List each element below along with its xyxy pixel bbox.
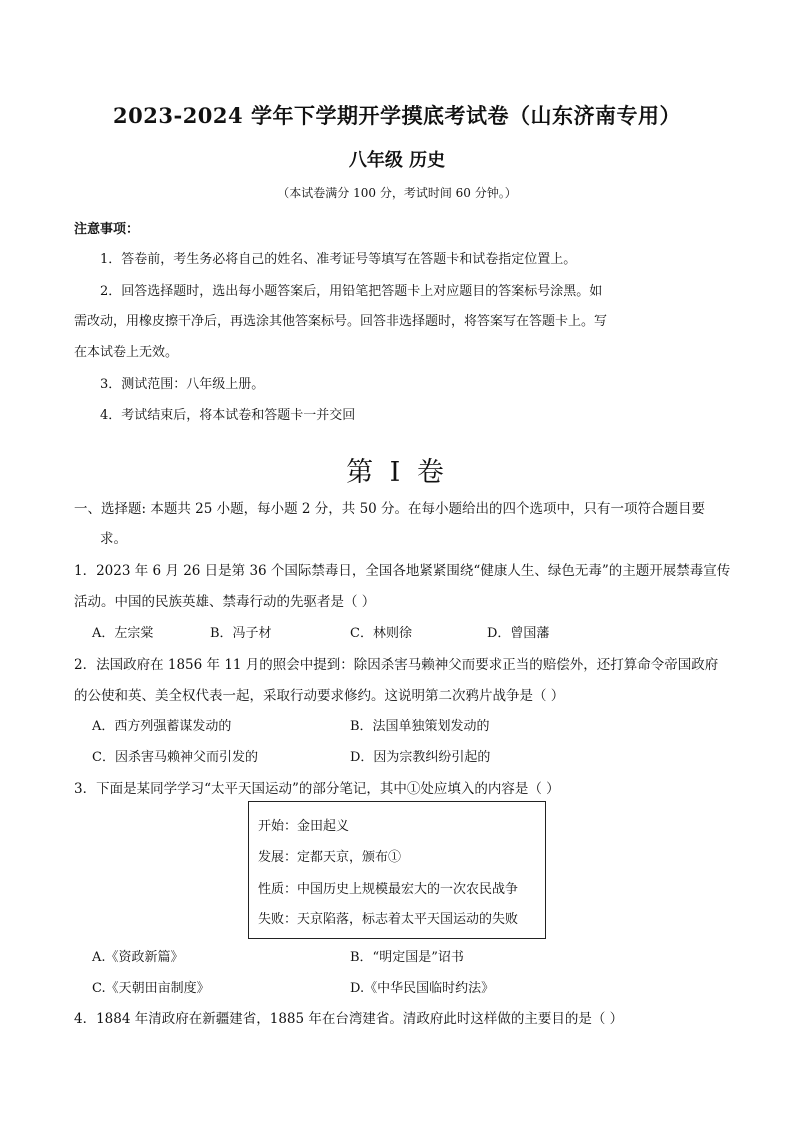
question-1-line-2: 活动。中国的民族英雄、禁毒行动的先驱者是（ ） <box>74 594 376 610</box>
notes-line-nature: 性质：中国历史上规模最宏大的一次农民战争 <box>258 882 519 897</box>
notes-line-failure: 失败：天京陷落，标志着太平天国运动的失败 <box>258 912 519 927</box>
question-3-option-a: A.《资政新篇》 <box>92 950 184 965</box>
question-3-option-c: C.《天朝田亩制度》 <box>92 981 210 996</box>
question-4-line-1: 4．1884 年清政府在新疆建省，1885 年在台湾建省。清政府此时这样做的主要目的是（ ） <box>74 1011 624 1027</box>
question-2-line-2: 的公使和英、美全权代表一起，采取行动要求修约。这说明第二次鸦片战争是（ ） <box>74 688 565 704</box>
page-title: 2023-2024 学年下学期开学摸底考试卷（山东济南专用） <box>113 103 681 128</box>
question-3-line-1: 3．下面是某同学学习“太平天国运动”的部分笔记，其中①处应填入的内容是（ ） <box>74 781 560 797</box>
exam-note: （本试卷满分 100 分，考试时间 60 分钟。） <box>277 186 517 200</box>
instruction-item-3: 3．测试范围：八年级上册。 <box>100 377 265 392</box>
question-2-option-a: A．西方列强蓄谋发动的 <box>92 719 232 734</box>
instruction-item-2-line-2: 需改动，用橡皮擦干净后，再选涂其他答案标号。回答非选择题时，将答案写在答题卡上。写 <box>74 314 608 329</box>
study-notes-box <box>248 801 546 939</box>
instruction-item-1: 1．答卷前，考生务必将自己的姓名、准考证号等填写在答题卡和试卷指定位置上。 <box>100 252 577 267</box>
instruction-item-2-line-3: 在本试卷上无效。 <box>74 345 179 360</box>
section-intro-line-2: 求。 <box>100 531 127 547</box>
question-1-option-d: D．曾国藩 <box>487 626 550 641</box>
section-intro-line-1: 一、选择题: 本题共 25 小题，每小题 2 分，共 50 分。在每小题给出的四个选项中，只有一项符合题目要 <box>74 501 706 517</box>
question-2-option-d: D．因为宗教纠纷引起的 <box>350 750 491 765</box>
page-subtitle: 八年级 历史 <box>348 150 446 171</box>
question-3-option-b: B．“明定国是”诏书 <box>350 950 464 965</box>
question-2-line-1: 2．法国政府在 1856 年 11 月的照会中提到：除因杀害马赖神父而要求正当的赔偿外，还打算命令帝国政府 <box>74 657 719 673</box>
instructions-heading: 注意事项： <box>74 222 140 237</box>
question-1-option-b: B．冯子材 <box>210 626 272 641</box>
question-2-option-c: C．因杀害马赖神父而引发的 <box>92 750 258 765</box>
question-2-option-b: B．法国单独策划发动的 <box>350 719 490 734</box>
notes-line-development: 发展：定都天京，颁布① <box>258 850 402 865</box>
notes-line-start: 开始：金田起义 <box>258 819 350 834</box>
instruction-item-4: 4．考试结束后，将本试卷和答题卡一并交回 <box>100 408 356 423</box>
instruction-item-2-line-1: 2．回答选择题时，选出每小题答案后，用铅笔把答题卡上对应题目的答案标号涂黑。如 <box>100 284 603 299</box>
question-3-option-d: D.《中华民国临时约法》 <box>350 981 495 996</box>
section-title: 第 I 卷 <box>346 457 448 488</box>
question-1-option-a: A．左宗棠 <box>92 626 154 641</box>
question-1-option-c: C．林则徐 <box>350 626 412 641</box>
question-1-line-1: 1．2023 年 6 月 26 日是第 36 个国际禁毒日，全国各地紧紧围绕“健康人生、绿色无毒”的主题开展禁毒宣传 <box>74 563 731 579</box>
